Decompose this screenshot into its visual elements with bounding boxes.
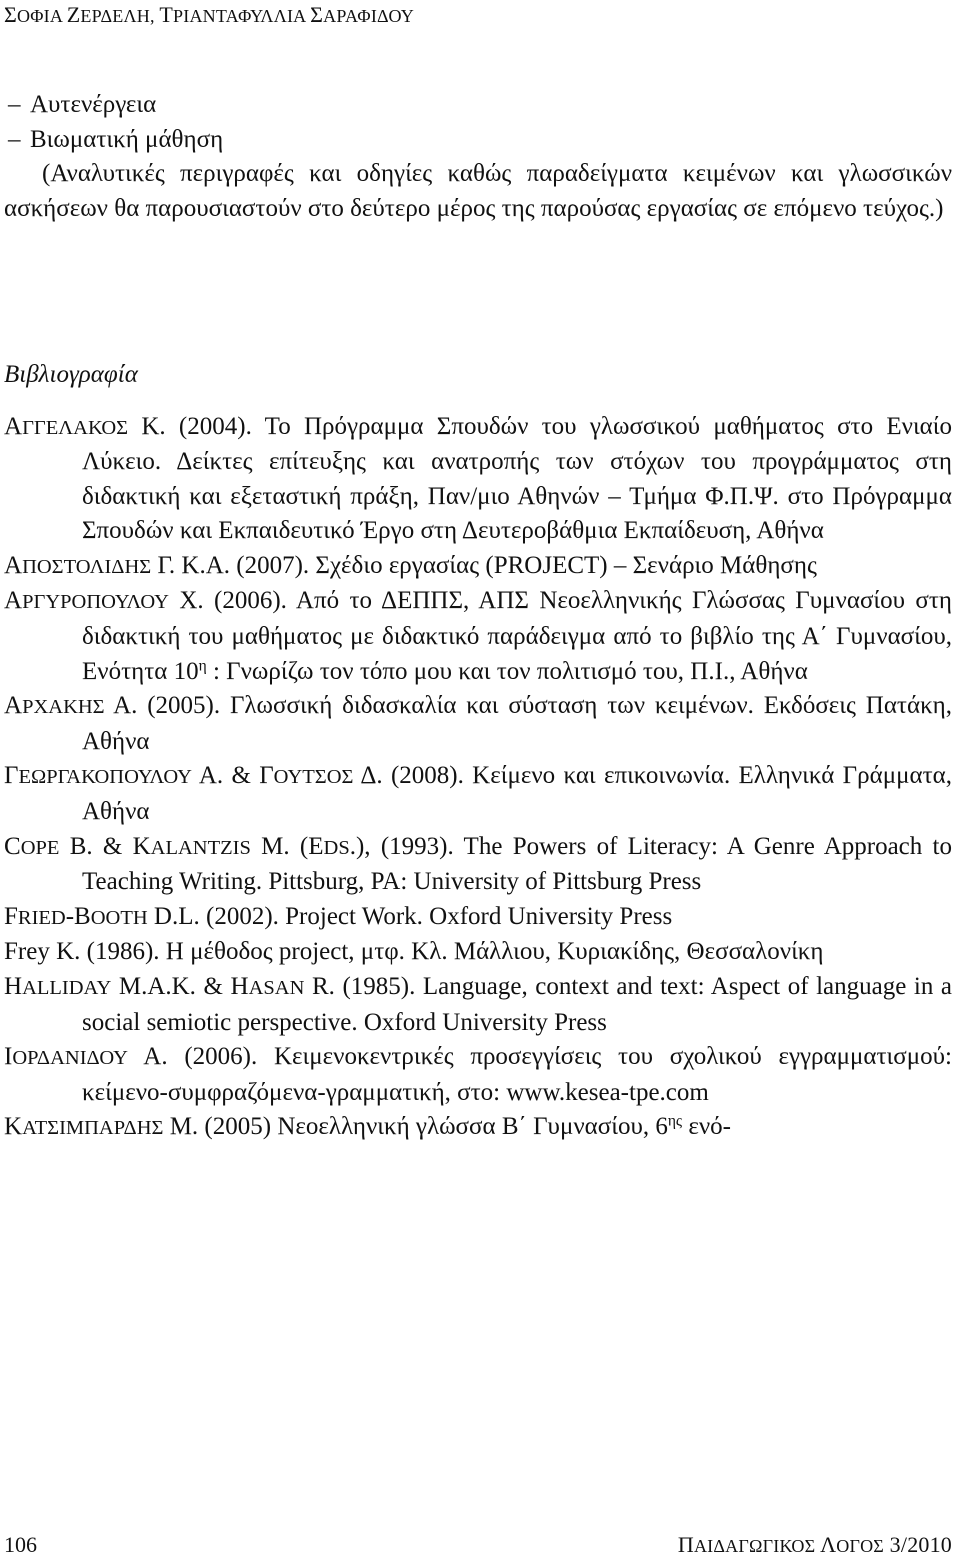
reference-entry: ΑΓΓΕΛΑΚΟΣ Κ. (2004). Το Πρόγραμμα Σπουδών του γλωσσικού μαθήματος στο Ενιαίο Λύκειο. Δείκτες επίτευξης και ανατροπής των στόχων του προγράμματος στη διδακτική και εξεταστική πράξη, Παν/μιο Αθηνών – Τμήμα Φ.Π.Ψ. στο Πρόγραμμα Σπουδών και Εκπαιδευτικό Έργο στη Δευτεροβάθμια Εκπαίδευση, Αθήνα (4, 412, 952, 545)
main-body (4, 88, 952, 1146)
reference-entry: ΑΠΟΣΤΟΛΙΔΗΣ Γ. Κ.Α. (2007). Σχέδιο εργασίας (PROJECT) – Σενάριο Μάθησης (4, 551, 817, 579)
section-title: Βιβλιογραφία (4, 361, 138, 388)
running-header (4, 2, 414, 28)
header-word-3: ΤΡΙΑΝΤΑΦΥΛΛΙΑ (159, 2, 311, 27)
header-word-1: ΣΟΦΙΑ (4, 2, 67, 27)
bullet-item: – Αυτενέργεια (8, 91, 157, 118)
reference-entry: COPE B. & KALANTZIS M. (EDS.), (1993). The Powers of Literacy: A Genre Approach to Teaching Writing. Pittsburg, PA: University of Pittsburg Press (4, 832, 952, 896)
reference-entry: Frey K. (1986). Η μέθοδος project, μτφ. Κλ. Μάλλιου, Κυριακίδης, Θεσσαλονίκη (4, 938, 824, 966)
note-paragraph: (Αναλυτικές περιγραφές και οδηγίες καθώς παραδείγματα κειμένων και γλωσσικών ασκήσεων θα παρουσιαστούν στο δεύτερο μέρος της παρούσας εργασίας σε επόμενο τεύχος.) (4, 160, 952, 222)
reference-entry: ΑΡΓΥΡΟΠΟΥΛΟΥ Χ. (2006). Από το ΔΕΠΠΣ, ΑΠΣ Νεοελληνικής Γλώσσας Γυμνασίου στη διδακτική του μαθήματος με διδακτικό παράδειγμα από το βιβλίο της Α΄ Γυμνασίου, Ενότητα $10^\eta$ : Γνωρίζω τον τόπο μου και τον πολιτισμό του, Π.Ι., Αθήνα (4, 587, 952, 685)
references-list (4, 410, 952, 1146)
page-number: 106 (4, 1532, 37, 1557)
reference-entry: ΓΕΩΡΓΑΚΟΠΟΥΛΟΥ Α. & ΓΟΥΤΣΟΣ Δ. (2008). Κείμενο και επικοινωνία. Ελληνικά Γράμματα, Αθήνα (4, 762, 952, 826)
reference-entry: ΑΡΧΑΚΗΣ Α. (2005). Γλωσσική διδασκαλία και σύσταση των κειμένων. Εκδόσεις Πατάκη, Αθήνα (4, 692, 952, 755)
reference-entry: HALLIDAY M.A.K. & HASAN R. (1985). Language, context and text: Aspect of language in a social semiotic perspective. Oxford University Press (4, 973, 952, 1036)
reference-entry: ΙΟΡΔΑΝΙΔΟΥ Α. (2006). Κειμενοκεντρικές προσεγγίσεις του σχολικού εγγραμματισμού: κείμενο-συμφραζόμενα-γραμματική, στο: www.kesea-tpe.com (4, 1043, 952, 1106)
header-word-4: ΣΑΡΑΦΙΔΟΥ (310, 2, 415, 27)
header-word-2: ΖΕΡΔΕΛΗ, (66, 2, 160, 27)
reference-entry: ΚΑΤΣΙΜΠΑΡΔΗΣ Μ. (2005) Νεοελληνική γλώσσα Β΄ Γυμνασίου, $6^{\eta\varsigma}$ ενό- (4, 1112, 731, 1141)
journal-footer: ΠΑΙΔΑΓΩΓΙΚΟΣ ΛΟΓΟΣ 3/2010 (677, 1532, 952, 1557)
reference-entry: FRIED-BOOTH D.L. (2002). Project Work. Oxford University Press (4, 902, 673, 930)
bullet-item: – Βιωματική μάθηση (8, 125, 224, 153)
